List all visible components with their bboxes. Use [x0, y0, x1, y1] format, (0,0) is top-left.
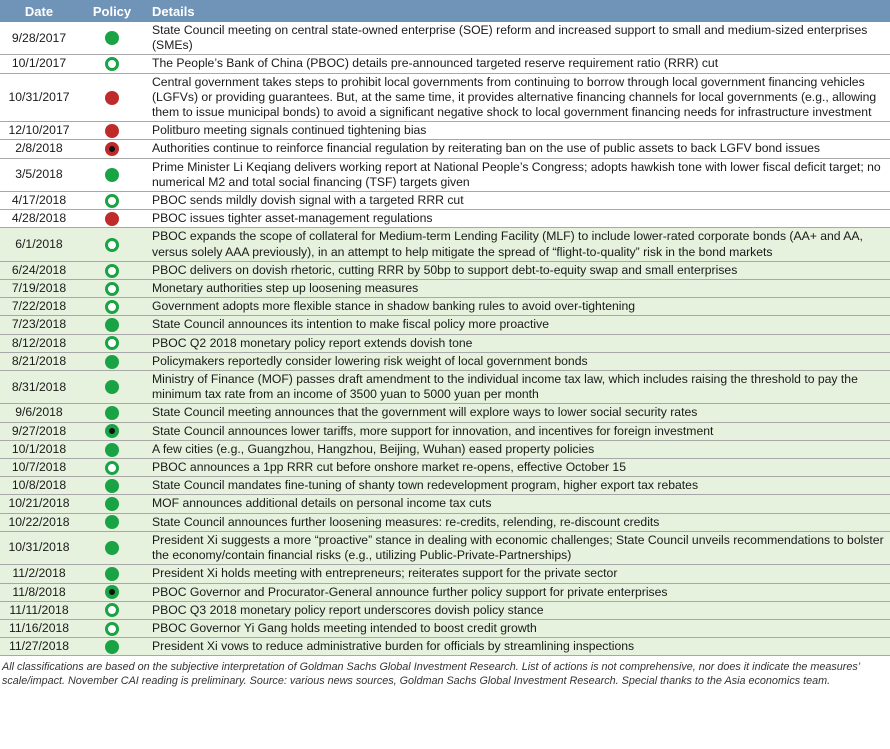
row-details: State Council announces further loosening measures: re-credits, relending, re-discount credits	[146, 513, 890, 531]
row-policy	[78, 55, 146, 73]
row-policy	[78, 316, 146, 334]
row-policy	[78, 513, 146, 531]
row-date: 10/22/2018	[0, 513, 78, 531]
table-row	[0, 404, 890, 422]
easing-policy-icon	[105, 31, 119, 45]
row-date: 10/1/2017	[0, 55, 78, 73]
easing-hollow-icon	[105, 194, 119, 208]
row-details: Policymakers reportedly consider lowering risk weight of local government bonds	[146, 352, 890, 370]
row-policy	[78, 261, 146, 279]
row-date: 3/5/2018	[0, 158, 78, 191]
easing-policy-icon	[105, 515, 119, 529]
row-details: PBOC expands the scope of collateral for Medium-term Lending Facility (MLF) to include lower-rated corporate bonds (AA+ and AA, versus solely AAA previously), in an attempt to help mitigate the spread of “flight-to-quality” risk in the bond markets	[146, 228, 890, 261]
row-date: 12/10/2017	[0, 122, 78, 140]
table-row	[0, 422, 890, 440]
row-date: 2/8/2018	[0, 140, 78, 158]
table-row	[0, 298, 890, 316]
tightening-policy-icon	[105, 91, 119, 105]
row-date: 10/7/2018	[0, 459, 78, 477]
easing-hollow-icon	[105, 603, 119, 617]
easing-policy-icon	[105, 406, 119, 420]
easing-hollow-icon	[105, 300, 119, 314]
row-policy	[78, 298, 146, 316]
row-details: Central government takes steps to prohibit local governments from continuing to borrow through local government financing vehicles (LGFVs) or providing guarantees. But, at the same time, it provides alternative financing channels for local governments (e.g., allowing them to issue municipal bonds) to avoid a significant negative shock to local government financing needs for infrastructure investment	[146, 73, 890, 122]
table-row	[0, 261, 890, 279]
easing-hollow-icon	[105, 264, 119, 278]
row-details: President Xi suggests a more “proactive” stance in dealing with economic challenges; State Council unveils recommendations to bolster the economy/contain financial risks (e.g., utilizing Public-Private-Partnerships)	[146, 531, 890, 564]
row-details: MOF announces additional details on personal income tax cuts	[146, 495, 890, 513]
row-date: 8/31/2018	[0, 371, 78, 404]
row-policy	[78, 280, 146, 298]
row-date: 7/19/2018	[0, 280, 78, 298]
table-row	[0, 73, 890, 122]
table-row	[0, 280, 890, 298]
easing-policy-icon	[105, 168, 119, 182]
row-policy	[78, 192, 146, 210]
table-row	[0, 140, 890, 158]
row-date: 6/24/2018	[0, 261, 78, 279]
row-policy	[78, 583, 146, 601]
easing-hollow-icon	[105, 622, 119, 636]
row-date: 10/8/2018	[0, 477, 78, 495]
table-row	[0, 601, 890, 619]
row-date: 8/21/2018	[0, 352, 78, 370]
row-date: 11/8/2018	[0, 583, 78, 601]
row-details: PBOC announces a 1pp RRR cut before onshore market re-opens, effective October 15	[146, 459, 890, 477]
tightening-dotted-icon	[105, 142, 119, 156]
row-date: 11/27/2018	[0, 638, 78, 656]
easing-dotted-icon	[105, 585, 119, 599]
row-date: 10/21/2018	[0, 495, 78, 513]
row-details: State Council meeting announces that the government will explore ways to lower social security rates	[146, 404, 890, 422]
row-policy	[78, 422, 146, 440]
easing-policy-icon	[105, 497, 119, 511]
easing-policy-icon	[105, 541, 119, 555]
table-row	[0, 440, 890, 458]
row-policy	[78, 371, 146, 404]
table-row	[0, 228, 890, 261]
row-details: State Council announces lower tariffs, more support for innovation, and incentives for foreign investment	[146, 422, 890, 440]
table-row	[0, 513, 890, 531]
table-row	[0, 55, 890, 73]
row-policy	[78, 440, 146, 458]
easing-policy-icon	[105, 355, 119, 369]
table-row	[0, 334, 890, 352]
row-policy	[78, 619, 146, 637]
row-date: 9/6/2018	[0, 404, 78, 422]
row-date: 7/22/2018	[0, 298, 78, 316]
tightening-policy-icon	[105, 124, 119, 138]
easing-policy-icon	[105, 479, 119, 493]
row-details: State Council meeting on central state-owned enterprise (SOE) reform and increased support to small and medium-sized enterprises (SMEs)	[146, 22, 890, 55]
row-policy	[78, 404, 146, 422]
row-policy	[78, 158, 146, 191]
row-date: 11/11/2018	[0, 601, 78, 619]
row-date: 10/31/2017	[0, 73, 78, 122]
row-policy	[78, 334, 146, 352]
row-details: A few cities (e.g., Guangzhou, Hangzhou, Beijing, Wuhan) eased property policies	[146, 440, 890, 458]
row-details: President Xi vows to reduce administrative burden for officials by streamlining inspections	[146, 638, 890, 656]
row-date: 8/12/2018	[0, 334, 78, 352]
row-date: 4/17/2018	[0, 192, 78, 210]
easing-hollow-icon	[105, 336, 119, 350]
table-row	[0, 22, 890, 55]
row-details: The People’s Bank of China (PBOC) details pre-announced targeted reserve requirement ratio (RRR) cut	[146, 55, 890, 73]
table-row	[0, 122, 890, 140]
table-row	[0, 531, 890, 564]
row-details: PBOC Q2 2018 monetary policy report extends dovish tone	[146, 334, 890, 352]
row-details: PBOC Governor Yi Gang holds meeting intended to boost credit growth	[146, 619, 890, 637]
header-date: Date	[0, 0, 78, 22]
row-policy	[78, 477, 146, 495]
tightening-policy-icon	[105, 212, 119, 226]
row-details: PBOC delivers on dovish rhetoric, cutting RRR by 50bp to support debt-to-equity swap and small enterprises	[146, 261, 890, 279]
row-details: Government adopts more flexible stance in shadow banking rules to avoid over-tightening	[146, 298, 890, 316]
row-details: Monetary authorities step up loosening measures	[146, 280, 890, 298]
row-details: Prime Minister Li Keqiang delivers working report at National People’s Congress; adopts hawkish tone with lower fiscal deficit target; no numerical M2 and total social financing (TSF) targets given	[146, 158, 890, 191]
row-date: 6/1/2018	[0, 228, 78, 261]
row-policy	[78, 140, 146, 158]
row-details: State Council announces its intention to make fiscal policy more proactive	[146, 316, 890, 334]
table-row	[0, 316, 890, 334]
row-policy	[78, 73, 146, 122]
row-policy	[78, 601, 146, 619]
table-row	[0, 638, 890, 656]
easing-policy-icon	[105, 640, 119, 654]
header-policy: Policy	[78, 0, 146, 22]
row-policy	[78, 638, 146, 656]
footnote: All classifications are based on the subjective interpretation of Goldman Sachs Global Investment Research. List of actions is not comprehensive, nor does it indicate the measures’ scale/impact. November CAI reading is preliminary. Source: various news sources, Goldman Sachs Global Investment Research. Special thanks to the Asia economics team.	[2, 661, 860, 688]
row-details: PBOC Governor and Procurator-General announce further policy support for private enterprises	[146, 583, 890, 601]
row-policy	[78, 22, 146, 55]
row-policy	[78, 459, 146, 477]
header-details: Details	[146, 0, 890, 22]
table-row	[0, 352, 890, 370]
easing-policy-icon	[105, 318, 119, 332]
row-details: Ministry of Finance (MOF) passes draft amendment to the individual income tax law, which includes raising the threshold to pay the minimum tax rate from an income of 3500 yuan to 5000 yuan per month	[146, 371, 890, 404]
table-row	[0, 158, 890, 191]
row-details: Politburo meeting signals continued tightening bias	[146, 122, 890, 140]
row-details: Authorities continue to reinforce financial regulation by reiterating ban on the use of public assets to back LGFV bond issues	[146, 140, 890, 158]
table-row	[0, 210, 890, 228]
row-date: 4/28/2018	[0, 210, 78, 228]
table-row	[0, 583, 890, 601]
table-row	[0, 371, 890, 404]
table-row	[0, 495, 890, 513]
row-date: 10/31/2018	[0, 531, 78, 564]
row-details: PBOC issues tighter asset-management regulations	[146, 210, 890, 228]
row-policy	[78, 228, 146, 261]
row-details: President Xi holds meeting with entrepreneurs; reiterates support for the private sector	[146, 565, 890, 583]
easing-policy-icon	[105, 567, 119, 581]
row-policy	[78, 565, 146, 583]
row-details: State Council mandates fine-tuning of shanty town redevelopment program, higher export tax rebates	[146, 477, 890, 495]
row-date: 10/1/2018	[0, 440, 78, 458]
row-date: 9/28/2017	[0, 22, 78, 55]
row-details: PBOC Q3 2018 monetary policy report underscores dovish policy stance	[146, 601, 890, 619]
row-policy	[78, 210, 146, 228]
easing-hollow-icon	[105, 57, 119, 71]
row-date: 9/27/2018	[0, 422, 78, 440]
row-details: PBOC sends mildly dovish signal with a targeted RRR cut	[146, 192, 890, 210]
easing-policy-icon	[105, 380, 119, 394]
table-row	[0, 477, 890, 495]
table-row	[0, 459, 890, 477]
row-date: 11/16/2018	[0, 619, 78, 637]
table-row	[0, 619, 890, 637]
easing-hollow-icon	[105, 282, 119, 296]
easing-dotted-icon	[105, 424, 119, 438]
row-policy	[78, 122, 146, 140]
easing-policy-icon	[105, 443, 119, 457]
row-policy	[78, 352, 146, 370]
row-date: 11/2/2018	[0, 565, 78, 583]
row-date: 7/23/2018	[0, 316, 78, 334]
table-row	[0, 192, 890, 210]
table-header-row	[0, 0, 890, 22]
table-row	[0, 565, 890, 583]
easing-hollow-icon	[105, 461, 119, 475]
row-policy	[78, 531, 146, 564]
easing-hollow-icon	[105, 238, 119, 252]
row-policy	[78, 495, 146, 513]
